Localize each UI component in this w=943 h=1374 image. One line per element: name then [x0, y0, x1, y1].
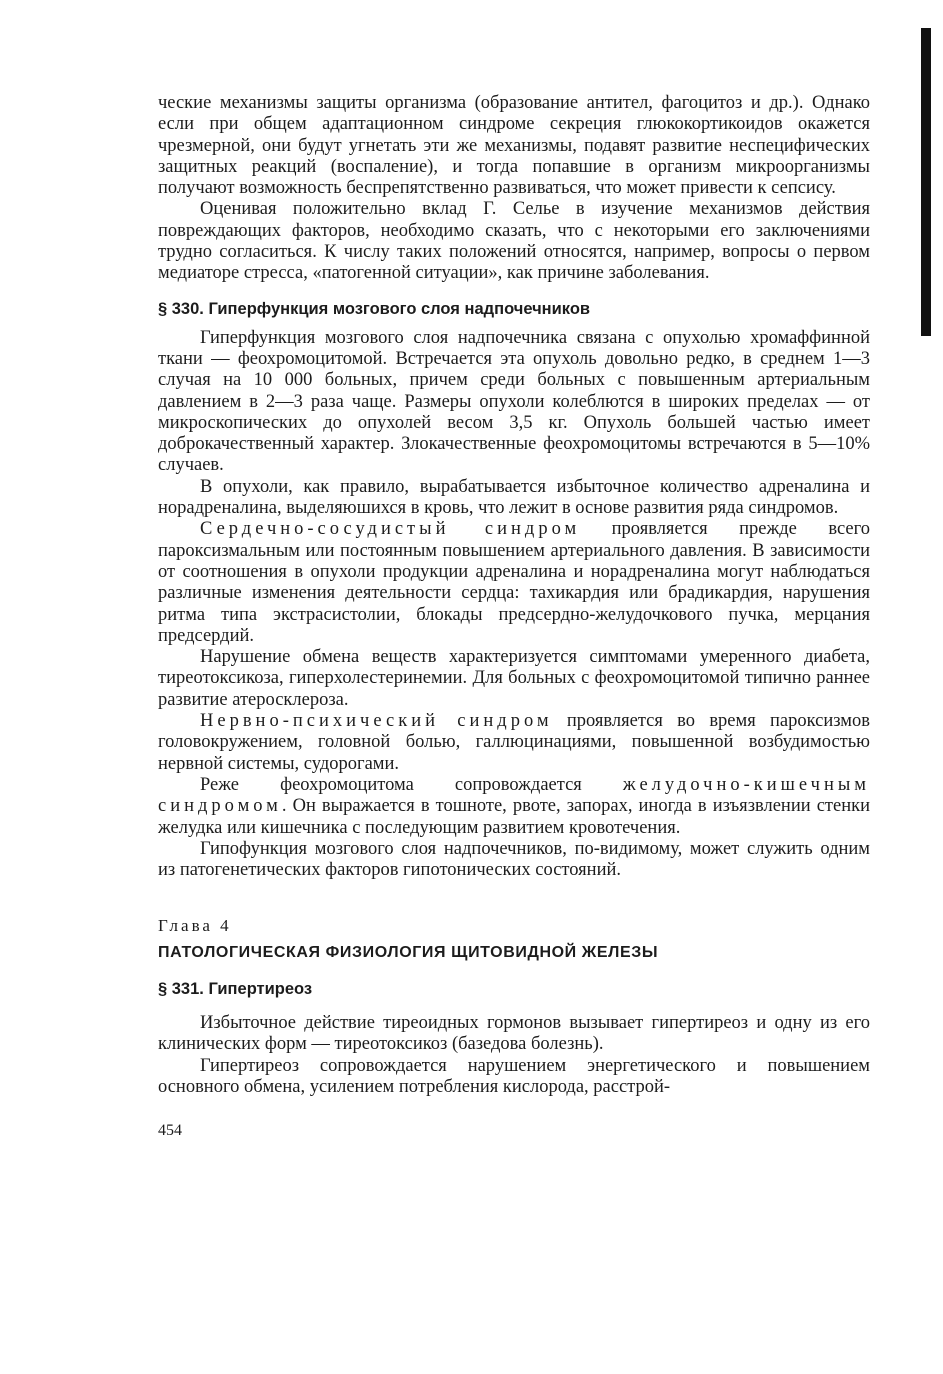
section-330-paragraph-2: В опухоли, как правило, вырабатывается избыточное количество адреналина и норадреналина, выделяюшихся в кровь, что лежит в основе развития ряда синдромов. [158, 476, 870, 519]
section-330-paragraph-1: Гиперфункция мозгового слоя надпочечника связана с опухолью хромаффинной ткани — феохромоцитомой. Встречается эта опухоль довольно редко, в среднем 1—3 случая на 10 000 больных, причем среди больных с повышенным артериальным давлением в 2—3 раза чаще. Размеры опухоли колеблются в широких пределах — от микроскопических до опухолей весом 3,5 кг. Опухоль большей частью имеет доброкачественный характер. Злокачественные феохромоцитомы встречаются в 5—10% случаев. [158, 327, 870, 476]
scan-edge-bar [921, 28, 931, 336]
section-331-paragraph-2: Гипертиреоз сопровождается нарушением энергетического и повышением основного обмена, усилением потребления кислорода, расстрой- [158, 1055, 870, 1097]
page-number: 454 [158, 1122, 182, 1140]
gastrointestinal-syndrome-lead: Реже феохромоцитома сопровождается [200, 774, 623, 795]
section-331-paragraph-1: Избыточное действие тиреоидных гормонов вызывает гипертиреоз и одну из его клинических форм — тиреотоксикоз (базедова болезнь). [158, 1012, 870, 1055]
gastrointestinal-syndrome-text: . Он выражается в тошноте, рвоте, запорах, иногда в изъязвлении стенки желудка или кишечника с последующим развитием кровотечения. [158, 796, 870, 838]
section-330-paragraph-7: Гипофункция мозгового слоя надпочечников, по-видимому, может служить одним из патогенетических факторов гипотонических состояний. [158, 838, 870, 881]
intro-paragraph-1: ческие механизмы защиты организма (образование антител, фагоцитоз и др.). Однако если при общем адаптационном синдроме секреция глюкокортикоидов окажется чрезмерной, они будут угнетать эти же механизмы, подавят развитие неспецифических защитных реакций (воспаление), и тогда попавшие в организм микроорганизмы получают возможность беспрепятственно развиваться, что может привести к сепсису. [158, 93, 870, 199]
section-330-heading: § 330. Гиперфункция мозгового слоя надпочечников [158, 299, 591, 318]
chapter-label: Глава 4 [158, 916, 232, 936]
chapter-title: ПАТОЛОГИЧЕСКАЯ ФИЗИОЛОГИЯ ЩИТОВИДНОЙ ЖЕЛЕЗЫ [158, 943, 659, 961]
intro-paragraph-2: Оценивая положительно вклад Г. Селье в изучение механизмов действия повреждающих факторов, необходимо сказать, что с некоторыми его заключениями трудно согласиться. К числу таких положений относятся, например, вопросы о первом медиаторе стресса, «патогенной ситуации», как причине заболевания. [158, 199, 870, 284]
section-330-paragraph-3 [158, 519, 870, 647]
cardiovascular-syndrome-term: Сердечно-сосудистый синдром [200, 519, 581, 540]
neuropsychic-syndrome-term: Нервно-психический синдром [200, 711, 553, 732]
gastrointestinal-syndrome-term: желудочно-кишечным синдромом [158, 774, 870, 817]
section-330-paragraph-5 [158, 711, 870, 775]
neuropsychic-syndrome-text: проявляется во время пароксизмов головокружением, головной болью, галлюцинациями, повышенной возбудимостью нервной системы, судорогами. [158, 711, 870, 774]
cardiovascular-syndrome-text: проявляется прежде всего пароксизмальным или постоянным повышением артериального давления. В зависимости от соотношения в опухоли продукции адреналина и норадреналина могут наблюдаться различные изменения деятельности сердца: тахикардия или брадикардия, нарушения ритма типа экстрасистолии, блокады предсердно-желудочкового пучка, мерцания предсердий. [158, 519, 870, 646]
book-page [158, 93, 870, 1141]
section-331-heading: § 331. Гипертиреоз [158, 979, 313, 998]
section-330-paragraph-4: Нарушение обмена веществ характеризуется симптомами умеренного диабета, тиреотоксикоза, гиперхолестеринемии. Для больных с феохромоцитомой типично раннее развитие атеросклероза. [158, 647, 870, 710]
section-330-paragraph-6 [158, 775, 870, 839]
